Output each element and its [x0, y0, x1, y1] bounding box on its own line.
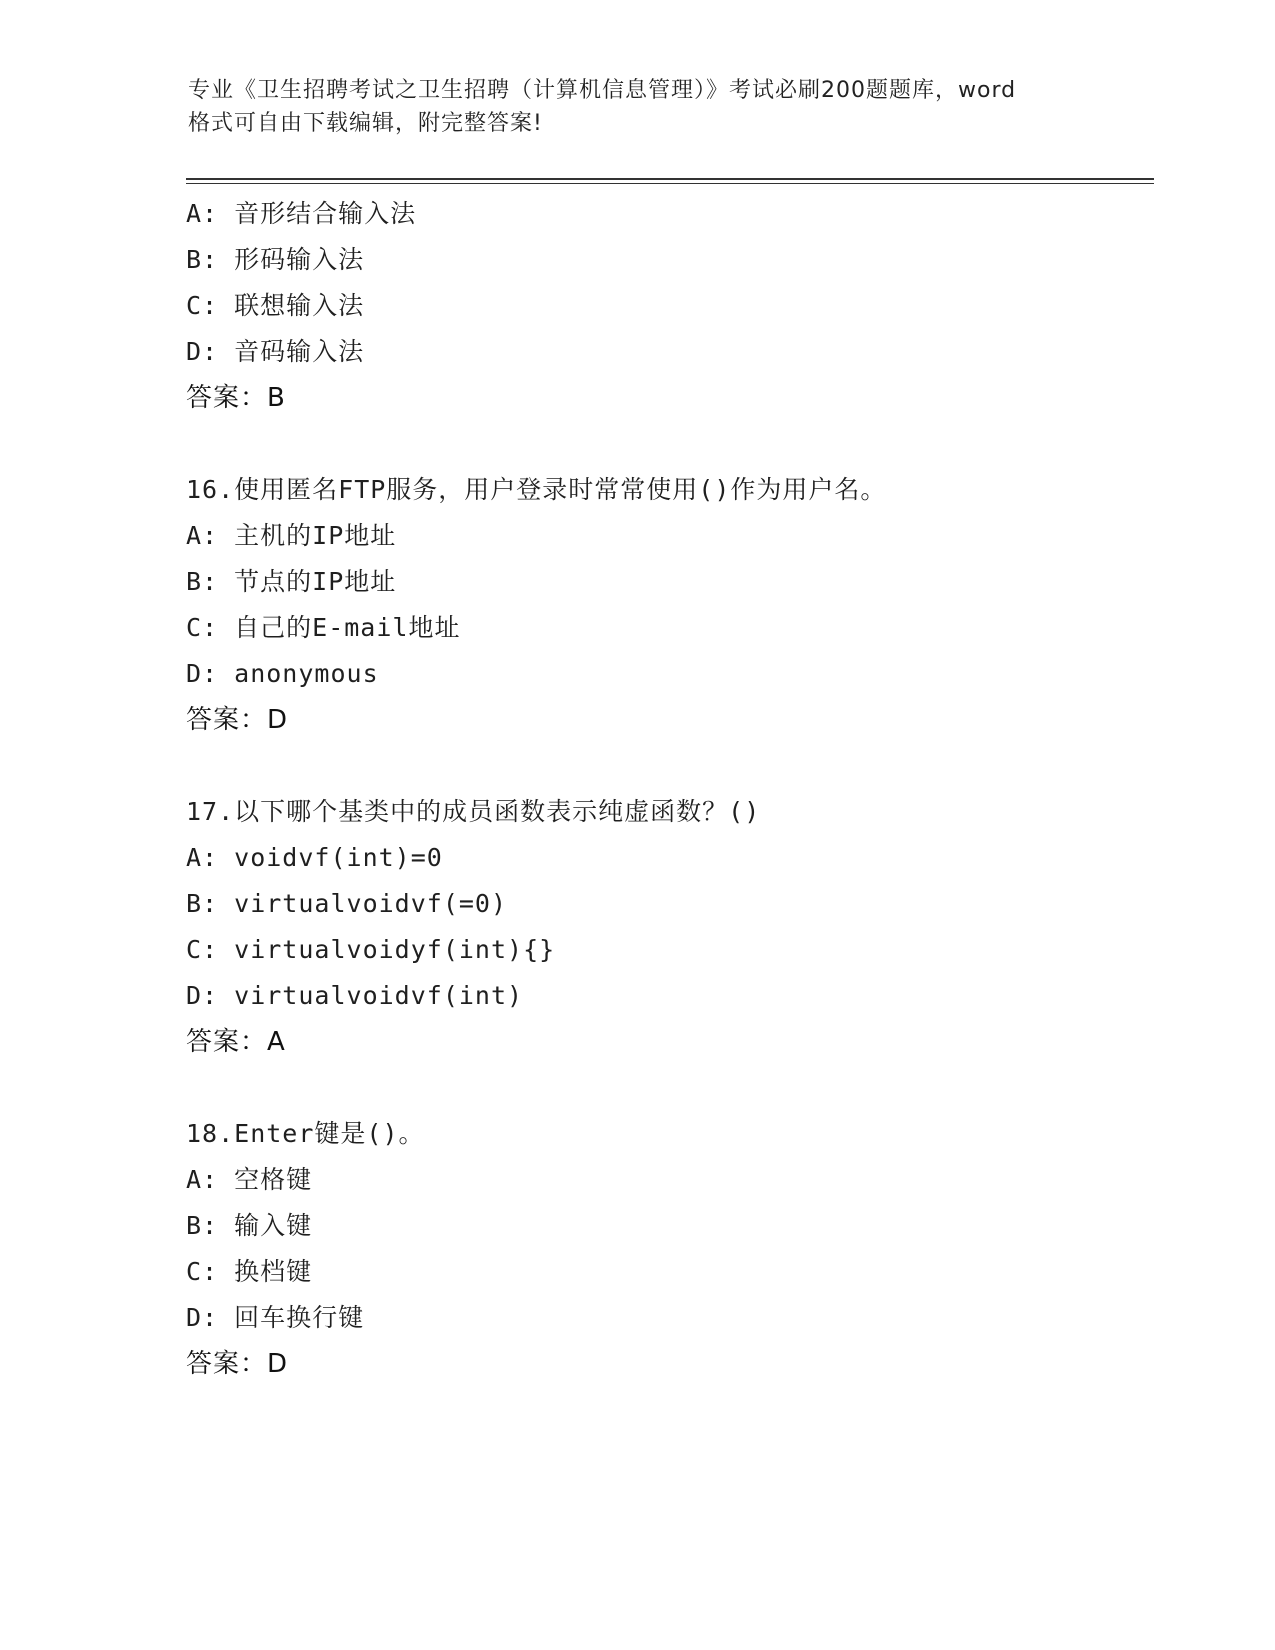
question-text: 16.使用匿名FTP服务，用户登录时常常使用()作为用户名。: [186, 475, 887, 504]
answer-line: 答案：B: [186, 383, 286, 413]
option-c: C: 联想输入法: [186, 291, 365, 320]
option-c: C: 自己的E-mail地址: [186, 613, 461, 642]
option-c: C: virtualvoidyf(int){}: [186, 935, 556, 964]
header-title-line-2: 格式可自由下载编辑，附完整答案!: [188, 111, 543, 136]
option-a: A: 空格键: [186, 1165, 313, 1194]
header-divider-thick: [186, 178, 1154, 180]
option-b: B: 形码输入法: [186, 245, 365, 274]
question-text: 18.Enter键是()。: [186, 1119, 425, 1148]
question-block: [186, 1111, 1146, 1387]
document-header: [188, 74, 1088, 140]
question-block: [186, 467, 1146, 743]
question-block: [186, 789, 1146, 1065]
option-d: D: virtualvoidvf(int): [186, 981, 524, 1010]
question-block-continued: [186, 191, 1146, 421]
option-a: A: voidvf(int)=0: [186, 843, 443, 872]
header-title-line-1: 专业《卫生招聘考试之卫生招聘（计算机信息管理）》考试必刷200题题库，word: [188, 78, 1017, 103]
option-d: D: anonymous: [186, 659, 379, 688]
question-text: 17.以下哪个基类中的成员函数表示纯虚函数？(): [186, 797, 761, 826]
option-a: A: 主机的IP地址: [186, 521, 397, 550]
option-a: A: 音形结合输入法: [186, 199, 417, 228]
option-d: D: 音码输入法: [186, 337, 365, 366]
question-list: [186, 191, 1146, 1387]
option-b: B: 节点的IP地址: [186, 567, 397, 596]
option-b: B: 输入键: [186, 1211, 313, 1240]
option-d: D: 回车换行键: [186, 1303, 365, 1332]
header-divider-thin: [186, 183, 1154, 184]
answer-line: 答案：D: [186, 705, 289, 735]
answer-line: 答案：D: [186, 1349, 289, 1379]
option-c: C: 换档键: [186, 1257, 313, 1286]
answer-line: 答案：A: [186, 1027, 286, 1057]
option-b: B: virtualvoidvf(=0): [186, 889, 508, 918]
